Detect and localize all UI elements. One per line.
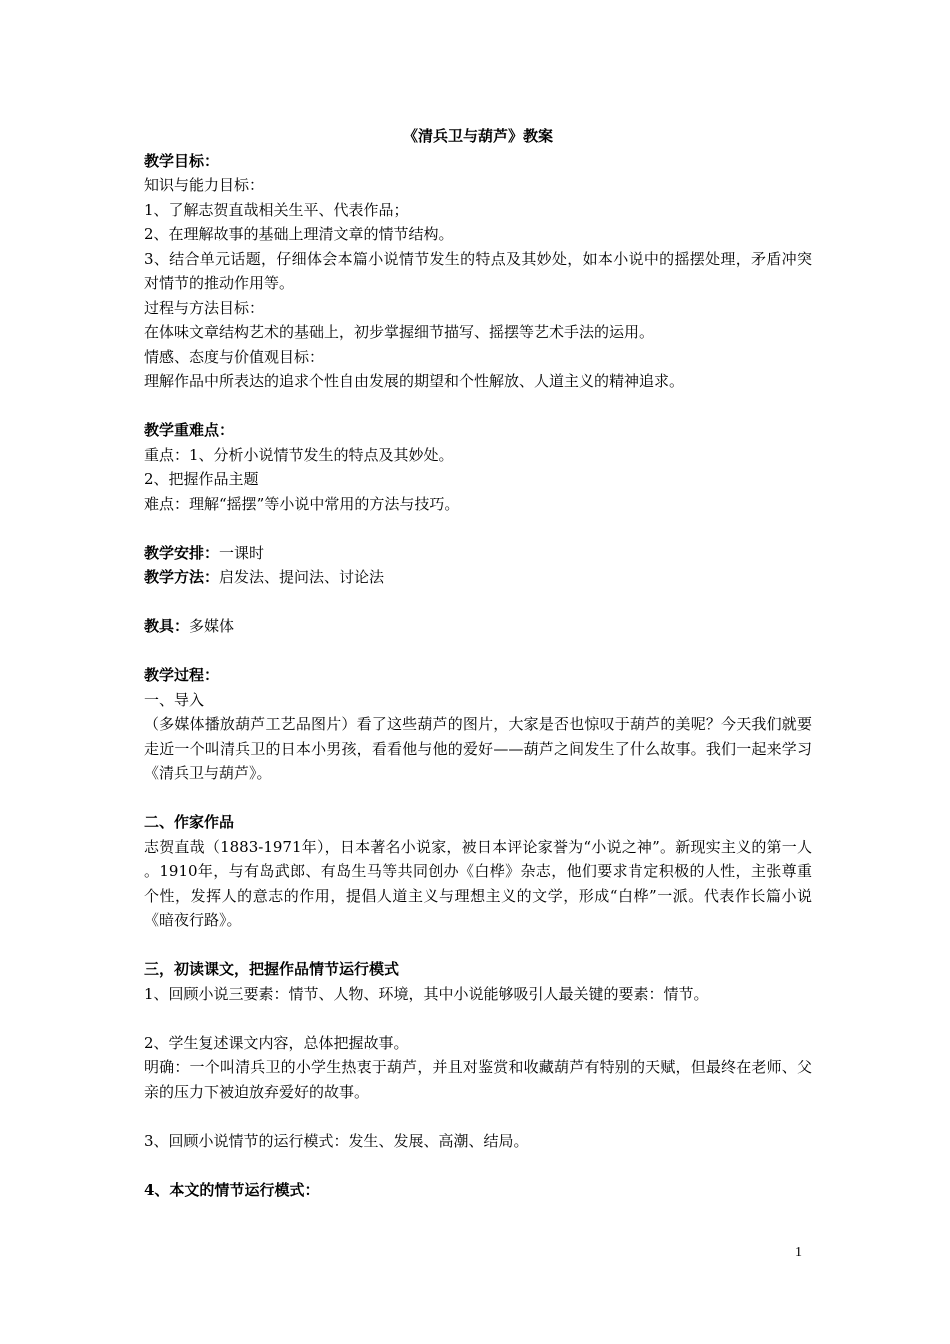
page-number: 1 [795, 1245, 802, 1260]
key-point-1: 重点：1、分析小说情节发生的特点及其妙处。 [144, 445, 454, 464]
arrangement-line [144, 541, 812, 566]
arrangement-value: 一课时 [219, 543, 265, 562]
key-points-heading: 教学重难点： [144, 421, 235, 439]
emotion-goal-heading: 情感、态度与价值观目标： [144, 347, 325, 366]
key-point-2: 2、把握作品主题 [144, 470, 259, 488]
goals-heading: 教学目标： [144, 151, 220, 170]
page-title: 《清兵卫与葫芦》教案 [402, 127, 553, 145]
spacer [144, 933, 812, 958]
read-item-3: 3、回顾小说情节的运行模式：发生、发展、高潮、结局。 [144, 1131, 529, 1150]
method-line [144, 565, 812, 590]
process-goal-text: 在体味文章结构艺术的基础上，初步掌握细节描写、摇摆等艺术手法的运用。 [144, 323, 655, 341]
read-heading: 三，初读课文，把握作品情节运行模式 [144, 960, 400, 978]
difficulty-point: 难点：理解“摇摆”等小说中常用的方法与技巧。 [144, 494, 460, 513]
tools-label: 教具： [144, 617, 190, 635]
read-item-2-answer: 明确：一个叫清兵卫的小学生热衷于葫芦，并且对鉴赏和收藏葫芦有特别的天赋，但最终在老师、父亲的压力下被迫放弃爱好的故事。 [144, 1058, 812, 1101]
process-goal-heading: 过程与方法目标： [144, 298, 265, 317]
method-label: 教学方法： [144, 568, 220, 586]
spacer [144, 1104, 812, 1129]
spacer [144, 1153, 812, 1178]
goal-item-2: 2、在理解故事的基础上理清文章的情节结构。 [144, 225, 454, 243]
intro-heading: 一、导入 [144, 690, 205, 709]
spacer [144, 1006, 812, 1031]
process-heading: 教学过程： [144, 666, 220, 684]
spacer [144, 394, 812, 419]
emotion-goal-text: 理解作品中所表达的追求个性自由发展的期望和个性解放、人道主义的精神追求。 [144, 372, 685, 390]
goal-item-1: 1、了解志贺直哉相关生平、代表作品； [144, 200, 409, 219]
knowledge-heading: 知识与能力目标： [144, 176, 265, 194]
goal-item-3: 3、结合单元话题，仔细体会本篇小说情节发生的特点及其妙处，如本小说中的摇摆处理，矛盾冲突对情节的推动作用等。 [144, 249, 812, 292]
read-item-4: 4、本文的情节运行模式： [144, 1180, 320, 1199]
intro-text: （多媒体播放葫芦工艺品图片）看了这些葫芦的图片，大家是否也惊叹于葫芦的美呢？今天我们就要走近一个叫清兵卫的日本小男孩，看看他与他的爱好——葫芦之间发生了什么故事。我们一起来学习《清兵卫与葫芦》。 [144, 715, 812, 782]
author-text: 志贺直哉（1883-1971年），日本著名小说家，被日本评论家誉为“小说之神”。新现实主义的第一人 。1910年，与有岛武郎、有岛生马等共同创办《白桦》杂志，他们要求肯定积极的人性，主张尊重个性，发挥人的意志的作用，提倡人道主义与理想主义的文学，形成“白桦”一派。代表作长篇小说《暗夜行路》。 [144, 837, 812, 929]
tools-line [144, 614, 812, 639]
arrangement-label: 教学安排： [144, 543, 220, 562]
tools-value: 多媒体 [189, 617, 235, 635]
method-value: 启发法、提问法、讨论法 [219, 568, 385, 586]
read-item-2: 2、学生复述课文内容，总体把握故事。 [144, 1033, 409, 1052]
spacer [144, 516, 812, 541]
author-heading: 二、作家作品 [144, 813, 235, 831]
spacer [144, 639, 812, 664]
read-item-1: 1、回顾小说三要素：情节、人物、环境，其中小说能够吸引人最关键的要素：情节。 [144, 984, 709, 1003]
document-body [144, 124, 812, 1202]
spacer [144, 786, 812, 811]
spacer [144, 590, 812, 615]
